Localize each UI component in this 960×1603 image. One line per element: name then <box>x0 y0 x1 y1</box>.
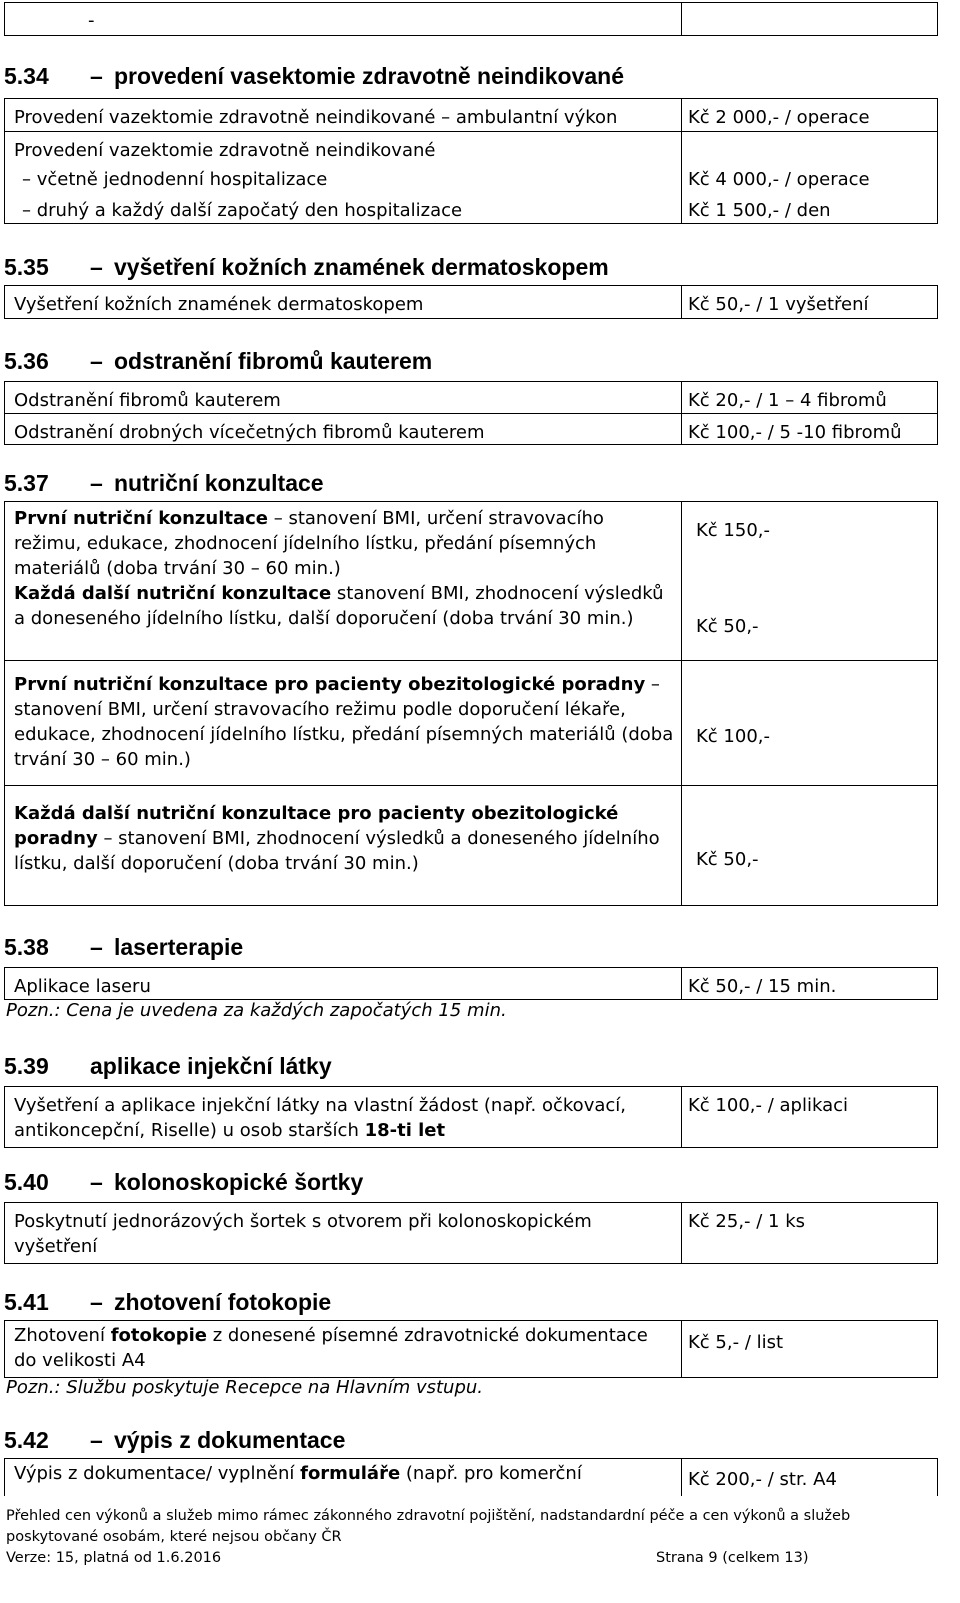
section-title: kolonoskopické šortky <box>114 1169 364 1195</box>
section-title: vyšetření kožních znamének dermatoskopem <box>114 254 609 280</box>
row-text-rest: Výpis z dokumentace/ vyplnění <box>14 1463 301 1484</box>
row-text <box>14 1118 445 1143</box>
table-divider <box>681 1320 682 1378</box>
row-text: – včetně jednodenní hospitalizace <box>22 169 328 190</box>
row-text-rest: stanovení BMI, zhodnocení výsledků a doneseného jídelního lístku, další doporučení (doba trvání 30 min.) <box>14 583 664 629</box>
section-title: provedení vasektomie zdravotně neindikované <box>114 63 624 89</box>
row-text: Vyšetření kožních znamének dermatoskopem <box>14 294 424 315</box>
footer-version: Verze: 15, platná od 1.6.2016 <box>6 1550 222 1566</box>
row-text-rest: Zhotovení <box>14 1325 111 1346</box>
row-divider <box>4 785 938 786</box>
row-price: Kč 150,- <box>696 520 770 541</box>
row-price: Kč 20,- / 1 – 4 fibromů <box>688 390 887 411</box>
section-heading-5-42 <box>4 1427 345 1454</box>
row-text-rest: – stanovení BMI, určení stravovacího režimu podle doporučení lékaře, edukace, zhodnocení jídelního lístku, předání písemných materiálů (doba trvání 30 – 60 min.) <box>14 674 674 770</box>
section-number: 5.41 <box>4 1289 49 1315</box>
footer-page-number: Strana 9 (celkem 13) <box>656 1550 809 1566</box>
row-text-rest: z donesené písemné zdravotnické dokumentace <box>206 1325 648 1346</box>
row-text-rest: – stanovení BMI, určení stravovacího režimu, edukace, zhodnocení jídelního lístku, předání písemných materiálů (doba trvání 30 – 60 min.) <box>14 508 604 579</box>
row-divider <box>4 131 938 132</box>
section-heading-5-39 <box>4 1053 332 1080</box>
section-number: 5.39 <box>4 1053 49 1079</box>
note <box>6 1377 483 1398</box>
table-divider <box>681 967 682 1000</box>
table-divider <box>681 285 682 319</box>
heading-dash: – <box>90 1169 103 1195</box>
row-text-bold: 18-ti let <box>364 1120 446 1141</box>
row-price: Kč 1 500,- / den <box>688 200 831 221</box>
heading-dash: – <box>90 254 103 280</box>
section-number: 5.35 <box>4 254 49 280</box>
row-price: Kč 100,- <box>696 726 770 747</box>
row-price: Kč 100,- / aplikaci <box>688 1095 848 1116</box>
section-title: nutriční konzultace <box>114 470 324 496</box>
section-heading-5-34 <box>4 63 624 90</box>
row-price: Kč 4 000,- / operace <box>688 169 870 190</box>
row-price: Kč 50,- / 1 vyšetření <box>688 294 869 315</box>
note-label: Pozn.: <box>6 1000 61 1021</box>
section-heading-5-40 <box>4 1169 363 1196</box>
row-text-bold: fotokopie <box>110 1325 207 1346</box>
section-number: 5.37 <box>4 470 49 496</box>
row-price: Kč 50,- / 15 min. <box>688 976 837 997</box>
footer-line: poskytované osobám, které nejsou občany ČR <box>6 1529 342 1545</box>
row-text <box>14 506 674 581</box>
note <box>6 1000 507 1021</box>
row-text: – druhý a každý další započatý den hospitalizace <box>22 200 463 221</box>
table-divider <box>681 501 682 906</box>
table-divider <box>681 1086 682 1148</box>
heading-dash: – <box>90 1289 103 1315</box>
row-text-bold: První nutriční konzultace pro pacienty obezitologické poradny <box>14 674 646 695</box>
top-row-divider <box>681 2 682 36</box>
note-label: Pozn.: <box>6 1377 61 1398</box>
row-text-bold: Každá další nutriční konzultace <box>14 583 332 604</box>
top-row-dash: - <box>88 10 95 31</box>
section-heading-5-36 <box>4 348 432 375</box>
note-text: Cena je uvedena za každých započatých 15 min. <box>60 1000 507 1021</box>
section-heading-5-41 <box>4 1289 331 1316</box>
section-title: výpis z dokumentace <box>114 1427 346 1453</box>
row-text: Poskytnutí jednorázových šortek s otvorem při kolonoskopickém <box>14 1211 592 1232</box>
row-text <box>14 1323 648 1348</box>
section-title: odstranění fibromů kauterem <box>114 348 433 374</box>
row-text-bold: První nutriční konzultace <box>14 508 269 529</box>
heading-dash: – <box>90 348 103 374</box>
row-text-bold: formuláře <box>300 1463 401 1484</box>
row-text-rest: antikoncepční, Riselle) u osob starších <box>14 1120 365 1141</box>
row-text: do velikosti A4 <box>14 1350 146 1371</box>
row-text: vyšetření <box>14 1236 98 1257</box>
row-text: Provedení vazektomie zdravotně neindikované <box>14 140 436 161</box>
row-price: Kč 2 000,- / operace <box>688 107 870 128</box>
row-price: Kč 50,- <box>696 616 759 637</box>
section-heading-5-37 <box>4 470 324 497</box>
row-price: Kč 100,- / 5 -10 fibromů <box>688 422 902 443</box>
section-number: 5.40 <box>4 1169 49 1195</box>
section-title: aplikace injekční látky <box>90 1053 332 1079</box>
row-text: Odstranění drobných vícečetných fibromů kauterem <box>14 422 485 443</box>
row-text-bold: Každá další nutriční konzultace pro pacienty obezitologické poradny <box>14 803 619 849</box>
row-text-rest: (např. pro komerční <box>400 1463 582 1484</box>
heading-dash: – <box>90 470 103 496</box>
row-text: Vyšetření a aplikace injekční látky na vlastní žádost (např. očkovací, <box>14 1095 626 1116</box>
row-price: Kč 5,- / list <box>688 1332 784 1353</box>
row-divider <box>4 660 938 661</box>
section-heading-5-38 <box>4 934 243 961</box>
section-number: 5.36 <box>4 348 49 374</box>
row-text: Odstranění fibromů kauterem <box>14 390 281 411</box>
row-text <box>14 581 664 631</box>
table-divider <box>681 1458 682 1496</box>
row-price: Kč 50,- <box>696 849 759 870</box>
row-text: Provedení vazektomie zdravotně neindikované – ambulantní výkon <box>14 107 618 128</box>
heading-dash: – <box>90 63 103 89</box>
section-title: zhotovení fotokopie <box>114 1289 332 1315</box>
row-price: Kč 200,- / str. A4 <box>688 1469 837 1490</box>
section-number: 5.42 <box>4 1427 49 1453</box>
row-price: Kč 25,- / 1 ks <box>688 1211 806 1232</box>
top-row-box <box>4 2 938 36</box>
note-text: Službu poskytuje Recepce na Hlavním vstupu. <box>60 1377 483 1398</box>
section-number: 5.38 <box>4 934 49 960</box>
section-title: laserterapie <box>114 934 244 960</box>
footer-line: Přehled cen výkonů a služeb mimo rámec zákonného zdravotní pojištění, nadstandardní péče a cen výkonů a služeb <box>6 1508 851 1524</box>
heading-dash: – <box>90 934 103 960</box>
row-divider <box>4 413 938 414</box>
section-heading-5-35 <box>4 254 609 281</box>
row-text <box>14 1461 582 1486</box>
row-text: Aplikace laseru <box>14 976 151 997</box>
table-divider <box>681 1202 682 1264</box>
heading-dash: – <box>90 1427 103 1453</box>
row-text <box>14 672 679 772</box>
row-text <box>14 801 674 876</box>
row-text-rest: – stanovení BMI, zhodnocení výsledků a doneseného jídelního lístku, další doporučení (doba trvání 30 min.) <box>14 828 660 874</box>
section-number: 5.34 <box>4 63 49 89</box>
table-divider <box>681 98 682 224</box>
